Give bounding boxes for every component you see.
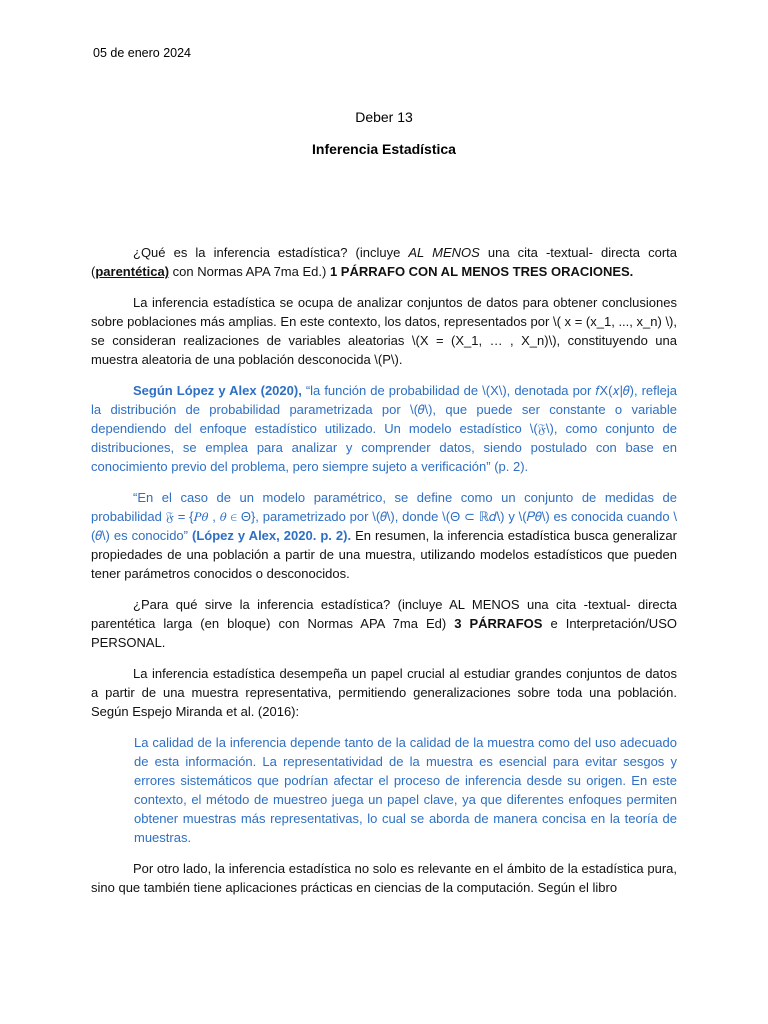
assignment-title: Deber 13 bbox=[355, 109, 413, 125]
paragraph-5: Por otro lado, la inferencia estadística no solo es relevante en el ámbito de la estadística pura, sino que también tiene aplicaciones prácticas en ciencias de la computación. Según el libro bbox=[91, 861, 677, 895]
question-1-text: ¿Qué es la inferencia estadística? (incluye bbox=[133, 245, 409, 260]
paragraph-3 bbox=[91, 488, 677, 583]
question-1-emphasis: AL MENOS bbox=[408, 245, 480, 260]
paragraph-3-citation: (López y Alex, 2020. p. 2). bbox=[187, 528, 352, 543]
paragraph-4: La inferencia estadística desempeña un papel crucial al estudiar grandes conjuntos de datos a partir de una muestra representativa, permitiendo generalizaciones sobre toda una población. Según Espejo Miranda et al. (2016): bbox=[91, 666, 677, 719]
paragraph-1: La inferencia estadística se ocupa de analizar conjuntos de datos para obtener conclusiones sobre poblaciones más amplias. En este contexto, los datos, representados por \( x = (x_1, ..., x_n) \), se consideran realizaciones de variables aleatorias \(X = (X_1, … , X_n)\), constituyendo una muestra aleatoria de una población desconocida \(P\). bbox=[91, 295, 677, 367]
question-1 bbox=[91, 243, 677, 281]
question-2-text: ¿Para qué sirve la inferencia estadística? (incluye AL MENOS una cita -textual- directa parentética larga (en bloque) con Normas APA 7ma Ed) bbox=[91, 597, 677, 631]
paragraph-2-quote-text: “la función de probabilidad de \(X\), denotada por 𝑓X(𝑥|𝜃), refleja la distribución de probabilidad parametrizada por \(𝜃\), que puede ser constante o variable dependiendo del enfoque estadístico utilizado. Un modelo estadístico \(𝔉\), como conjunto de distribuciones, se emplea para analizar y comprender datos, siendo postulado con base en conocimiento previo del problema, pero siempre sujeto a verificación” (p. 2). bbox=[91, 383, 677, 474]
subject-title: Inferencia Estadística bbox=[312, 141, 456, 157]
block-quote: La calidad de la inferencia depende tanto de la calidad de la muestra como del uso adecuado de esta información. La representatividad de la muestra es esencial para evitar sesgos y errores sistemáticos que podrían afectar el proceso de inferencia desde su origen. En este contexto, el método de muestreo juega un papel clave, ya que diferentes enfoques permiten obtener muestras más representativas, lo cual se aborda de manera concisa en la teoría de muestras. bbox=[134, 735, 677, 845]
paragraph-2-quote bbox=[91, 381, 677, 476]
question-1-requirement: 1 PÁRRAFO CON AL MENOS TRES ORACIONES. bbox=[329, 264, 634, 279]
question-2-requirement: 3 PÁRRAFOS bbox=[454, 616, 543, 631]
question-1-parentetica: parentética) bbox=[95, 264, 170, 279]
paragraph-3-text: En resumen, la inferencia estadística busca generalizar propiedades de una población a partir de una muestra, utilizando modelos estadísticos que pueden tener parámetros conocidos o desconocidos. bbox=[91, 528, 677, 581]
question-2 bbox=[91, 595, 677, 652]
paragraph-2-citation: Según López y Alex (2020), bbox=[133, 383, 302, 398]
question-2-text-b: e Interpretación/USO PERSONAL. bbox=[91, 616, 677, 650]
question-1-text-c: con Normas APA 7ma Ed.) bbox=[169, 264, 330, 279]
paragraph-3-quote: “En el caso de un modelo paramétrico, se define como un conjunto de medidas de probabilidad 𝔉 = {𝑃𝜃 , 𝜃 ∈ Θ}, parametrizado por \(𝜃\), donde \(Θ ⊂ ℝ𝑑\) y \(𝑃𝜃\) es conocida cuando \(𝜃\) es conocido” bbox=[91, 490, 677, 543]
document-date: 05 de enero 2024 bbox=[93, 46, 192, 60]
document-body bbox=[91, 243, 677, 909]
question-1-text-b: una cita -textual- directa corta ( bbox=[91, 245, 677, 279]
